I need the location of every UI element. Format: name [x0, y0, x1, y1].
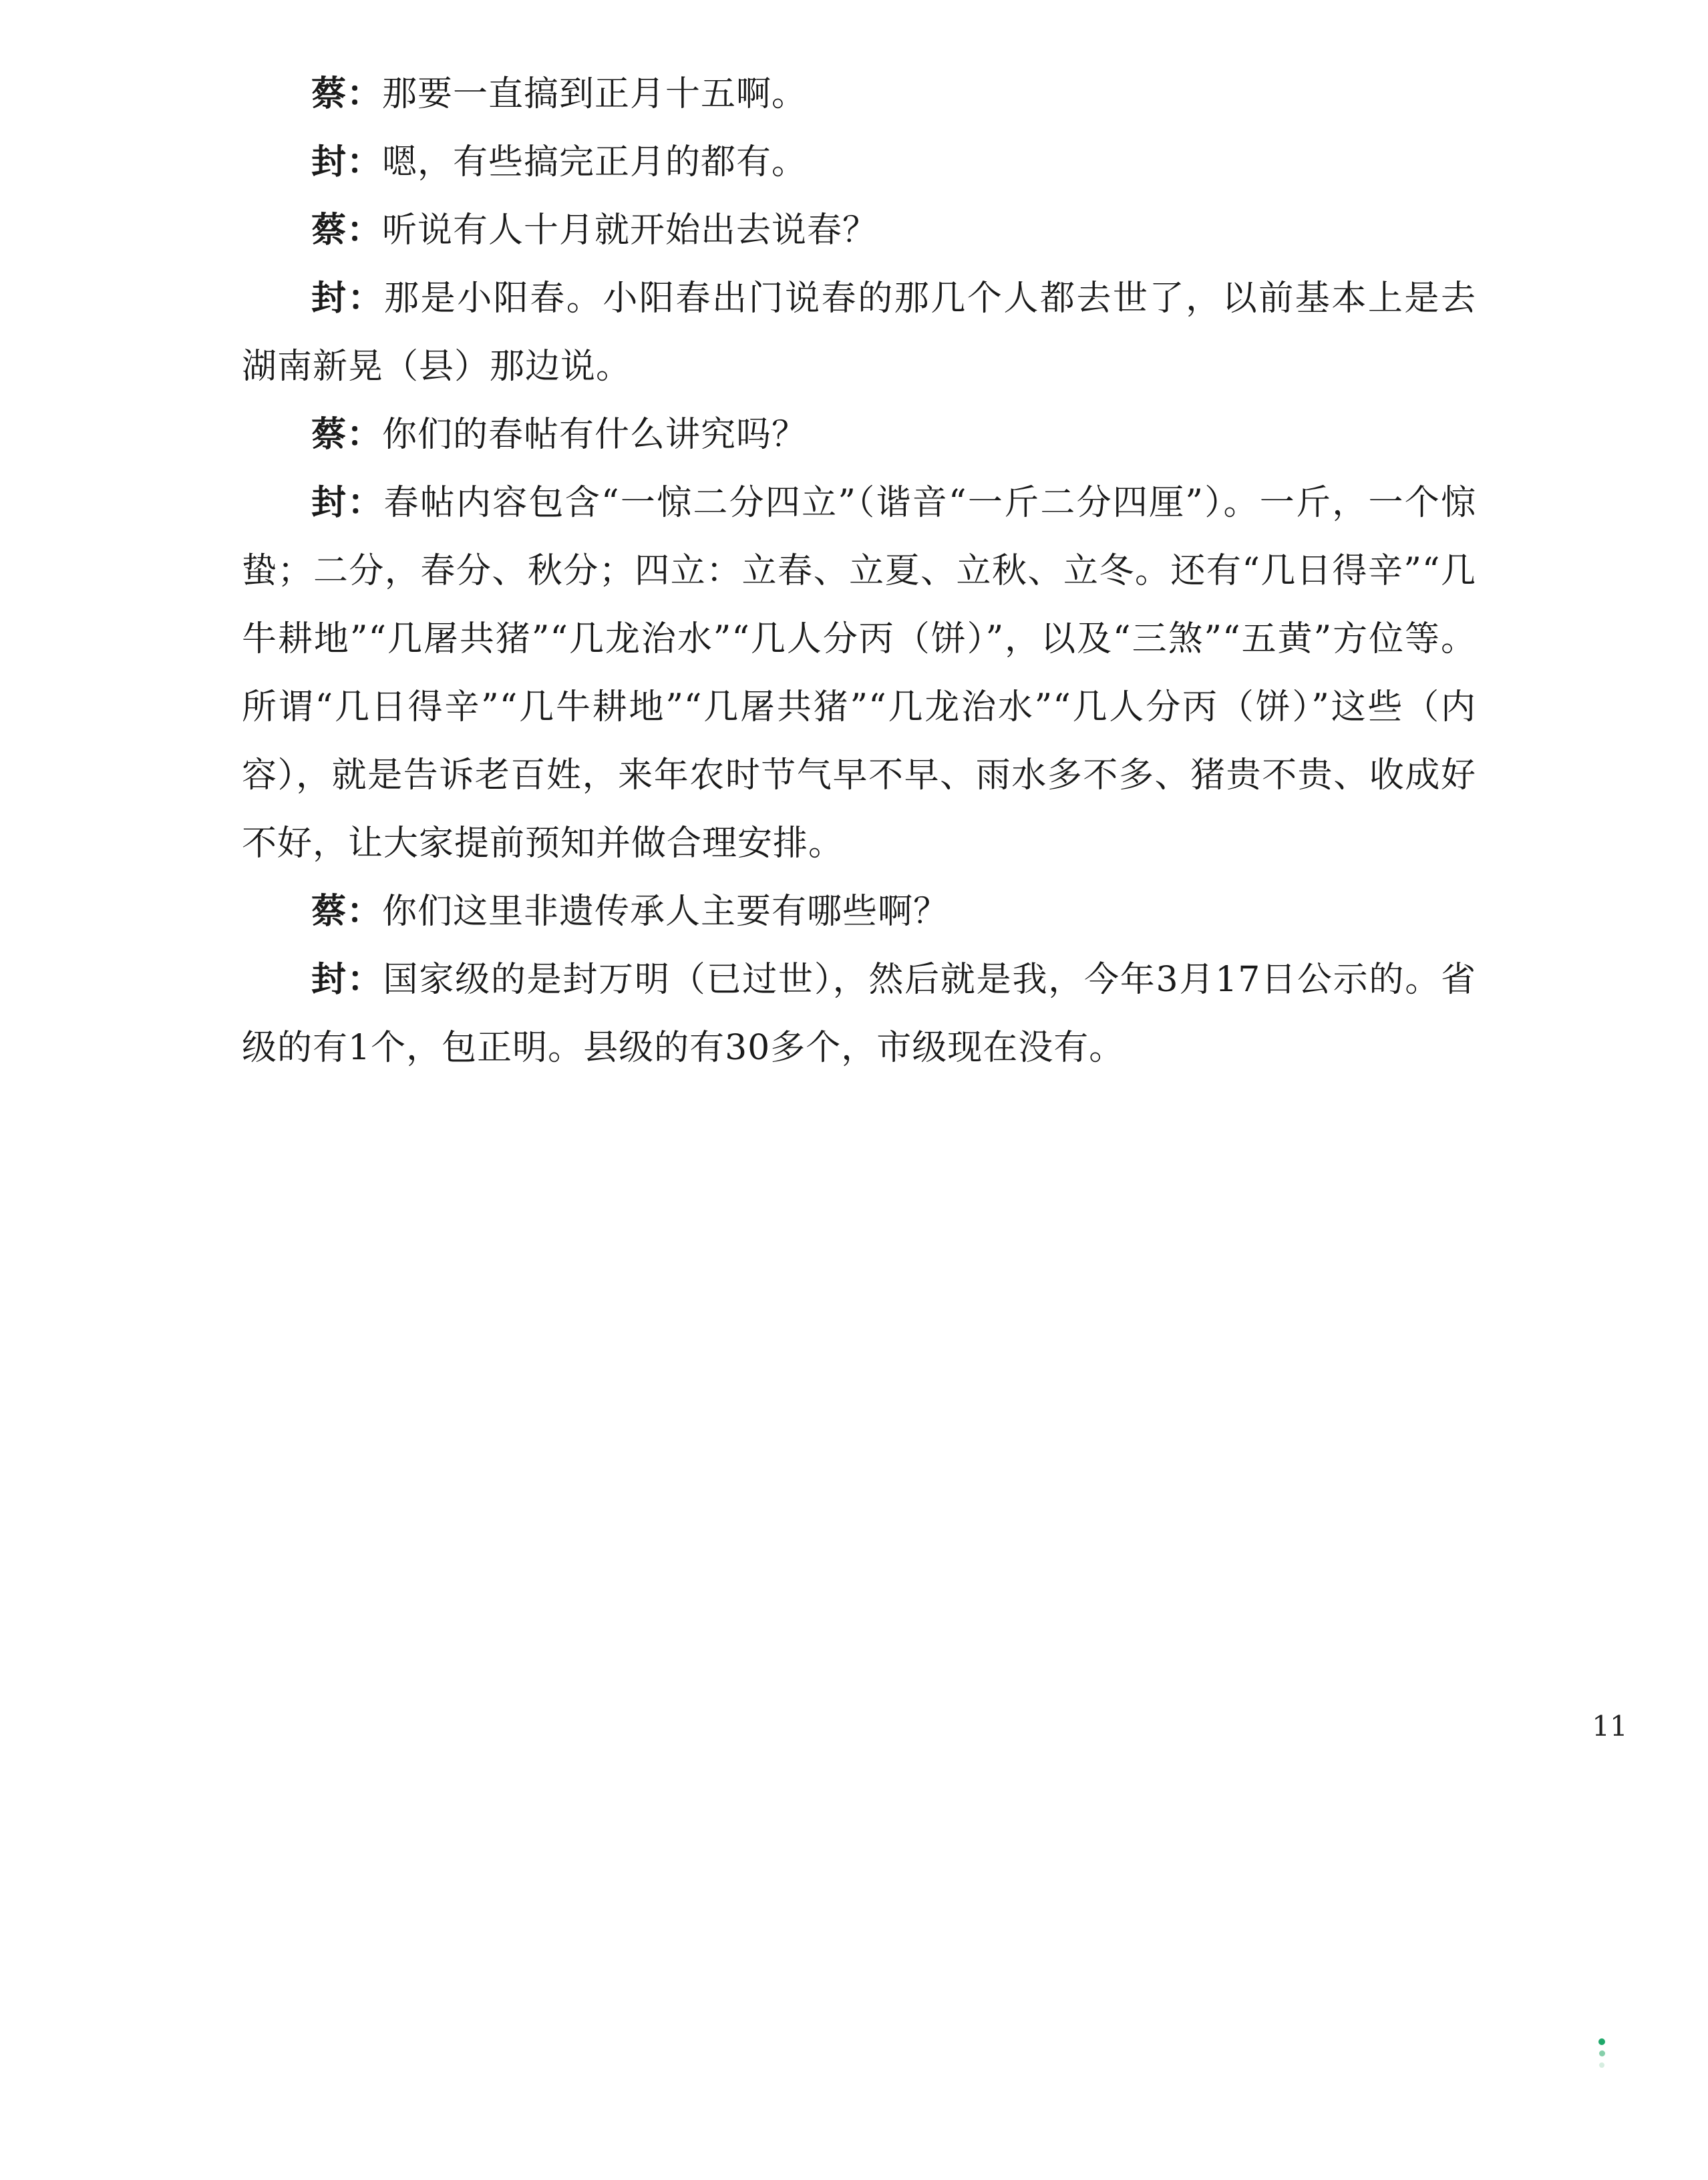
- dialogue-paragraph: [242, 469, 1476, 878]
- dialogue-paragraph: [242, 196, 1476, 264]
- paragraph-text: 听说有人十月就开始出去说春？: [382, 210, 878, 250]
- page-number: 11: [1592, 1710, 1628, 1743]
- speaker-label: 蔡：: [311, 210, 383, 250]
- dialogue-paragraph: [242, 60, 1476, 128]
- speaker-label: 封：: [311, 960, 383, 1000]
- paragraph-text: 那要一直搞到正月十五啊。: [382, 74, 808, 114]
- dialogue-paragraph: [242, 878, 1476, 946]
- paragraph-text: 国家级的是封万明（已过世），然后就是我，今年3月17日公示的。省级的有1个，包正明。县级的有30多个，市级现在没有。: [242, 960, 1476, 1068]
- speaker-label: 封：: [311, 279, 385, 319]
- speaker-label: 蔡：: [311, 415, 383, 455]
- page-marker-dot-icon: [1599, 2062, 1604, 2068]
- page-marker-dot-icon: [1599, 2050, 1605, 2056]
- speaker-label: 蔡：: [311, 74, 383, 114]
- paragraph-text: 你们的春帖有什么讲究吗？: [382, 415, 808, 455]
- speaker-label: 封：: [311, 483, 384, 523]
- paragraph-text: 春帖内容包含“一惊二分四立”（谐音“一斤二分四厘”）。一斤，一个惊蛰；二分，春分、秋分；四立：立春、立夏、立秋、立冬。还有“几日得辛”“几牛耕地”“几屠共猪”“几龙治水”“几人分丙（饼）”，以及“三煞”“五黄”方位等。所谓“几日得辛”“几牛耕地”“几屠共猪”“几龙治水”“几人分丙（饼）”这些（内容），就是告诉老百姓，来年农时节气早不早、雨水多不多、猪贵不贵、收成好不好，让大家提前预知并做合理安排。: [242, 483, 1476, 864]
- speaker-label: 封：: [311, 142, 383, 182]
- dialogue-paragraph: [242, 264, 1476, 401]
- dialogue-paragraph: [242, 128, 1476, 196]
- paragraph-text: 那是小阳春。小阳春出门说春的那几个人都去世了，以前基本上是去湖南新晃（县）那边说。: [242, 279, 1476, 387]
- dialogue-paragraph: [242, 946, 1476, 1082]
- page-marker-dot-icon: [1598, 2038, 1605, 2045]
- dialogue-paragraph: [242, 401, 1476, 469]
- paragraph-text: 你们这里非遗传承人主要有哪些啊？: [382, 892, 949, 932]
- paragraph-text: 嗯，有些搞完正月的都有。: [382, 142, 808, 182]
- speaker-label: 蔡：: [311, 892, 383, 932]
- interview-text: [242, 60, 1476, 1082]
